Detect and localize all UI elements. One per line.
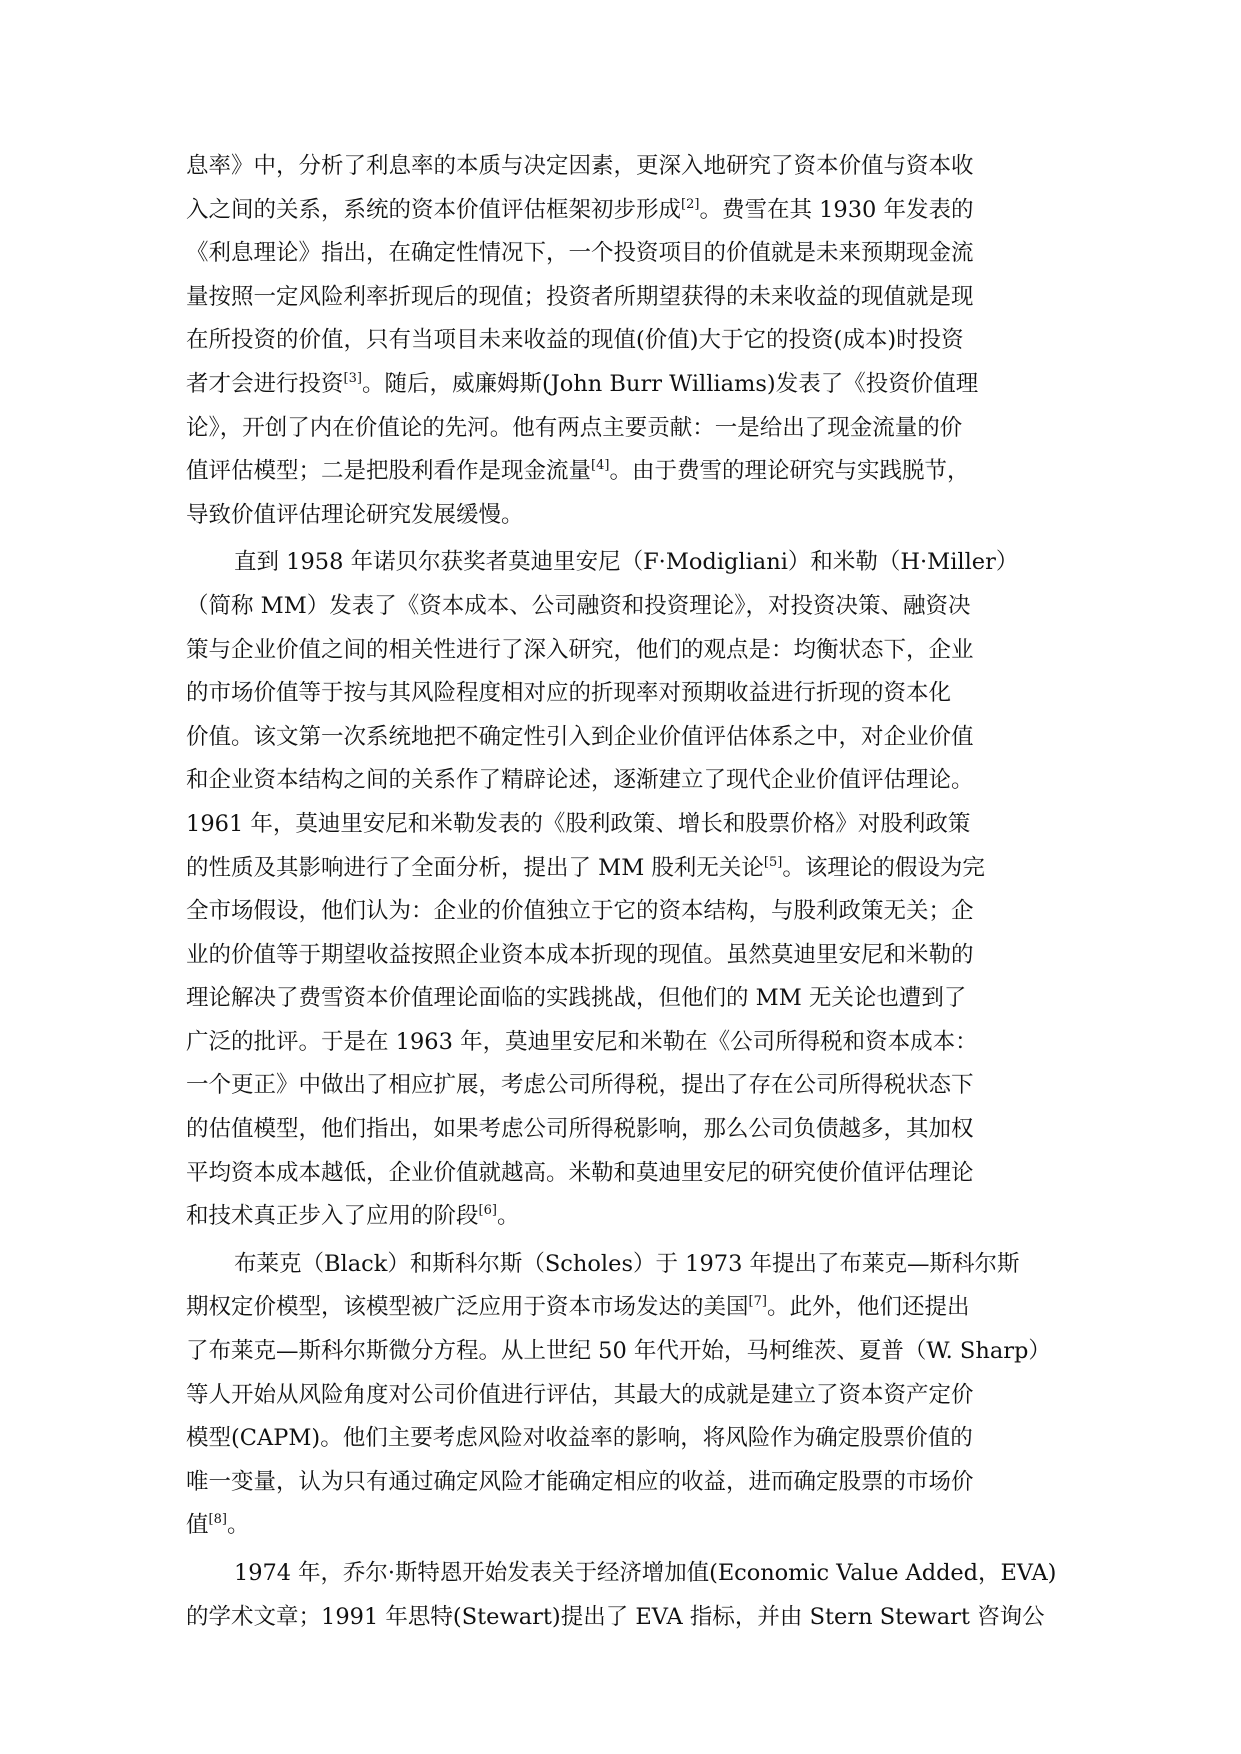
line-text-continued: 。此外，他们还提出: [766, 1294, 970, 1321]
text-line: [186, 803, 1056, 847]
text-line: [186, 189, 1056, 233]
text-line: [186, 1243, 1056, 1287]
line-text-continued: 。: [226, 1512, 250, 1539]
line-text: 值: [186, 1512, 209, 1539]
citation-reference: [4]: [591, 458, 610, 474]
line-text: 平均资本成本越低，企业价值就越高。米勒和莫迪里安尼的研究使价值评估理论: [186, 1159, 974, 1186]
line-text-continued: 。该理论的假设为完: [782, 854, 985, 881]
line-text: 期权定价模型，该模型被广泛应用于资本市场发达的美国: [186, 1294, 749, 1321]
text-line: [186, 890, 1056, 934]
line-text: 的性质及其影响进行了全面分析，提出了 MM 股利无关论: [186, 854, 764, 881]
line-text: 模型(CAPM)。他们主要考虑风险对收益率的影响，将风险作为确定股票价值的: [186, 1425, 973, 1452]
text-line: [186, 1417, 1056, 1461]
line-text: 价值。该文第一次系统地把不确定性引入到企业价值评估体系之中，对企业价值: [186, 723, 974, 750]
text-line: [186, 407, 1056, 451]
line-text: 论》，开创了内在价值论的先河。他有两点主要贡献：一是给出了现金流量的价: [186, 414, 963, 441]
line-text: 入之间的关系，系统的资本价值评估框架初步形成: [186, 196, 682, 223]
line-text: 1974 年，乔尔·斯特恩开始发表关于经济增加值(Economic Value Added，EVA): [234, 1560, 1057, 1586]
text-line: [186, 1286, 1056, 1330]
line-text-continued: 。: [496, 1203, 520, 1230]
line-text: 和技术真正步入了应用的阶段: [186, 1203, 479, 1230]
text-line: [186, 450, 1056, 494]
text-line: [186, 1108, 1056, 1152]
body-text: [186, 145, 1056, 1639]
text-line: [186, 1152, 1056, 1196]
text-line: [186, 541, 1056, 585]
text-line: [186, 716, 1056, 760]
line-text: 导致价值评估理论研究发展缓慢。: [186, 501, 524, 528]
line-text: 广泛的批评。于是在 1963 年，莫迪里安尼和米勒在《公司所得税和资本成本：: [186, 1028, 978, 1055]
line-text: 策与企业价值之间的相关性进行了深入研究，他们的观点是：均衡状态下，企业: [186, 636, 974, 663]
line-text: 布莱克（Black）和斯科尔斯（Scholes）于 1973 年提出了布莱克—斯科尔斯: [234, 1250, 1020, 1277]
text-line: [186, 1374, 1056, 1418]
line-text-continued: 。费雪在其 1930 年发表的: [699, 196, 974, 223]
text-line: [186, 977, 1056, 1021]
citation-reference: [5]: [763, 854, 783, 870]
line-text: 和企业资本结构之间的关系作了精辟论述，逐渐建立了现代企业价值评估理论。: [186, 767, 974, 794]
text-line: [186, 319, 1056, 363]
text-line: [186, 1064, 1056, 1108]
text-line: [186, 276, 1056, 320]
line-text: 唯一变量，认为只有通过确定风险才能确定相应的收益，进而确定股票的市场价: [186, 1468, 974, 1495]
text-line: [186, 1021, 1056, 1065]
text-line: [186, 145, 1056, 189]
line-text: 业的价值等于期望收益按照企业资本成本折现的现值。虽然莫迪里安尼和米勒的: [186, 941, 974, 968]
text-line: [186, 494, 1056, 538]
line-text: 值评估模型；二是把股利看作是现金流量: [186, 458, 592, 485]
text-line: [186, 1504, 1056, 1548]
citation-reference: [6]: [478, 1203, 497, 1219]
line-text: 的市场价值等于按与其风险程度相对应的折现率对预期收益进行折现的资本化: [186, 680, 952, 707]
citation-reference: [3]: [343, 370, 362, 386]
text-line: [186, 363, 1056, 407]
line-text: 等人开始从风险角度对公司价值进行评估，其最大的成就是建立了资本资产定价: [186, 1381, 974, 1408]
text-line: [186, 1461, 1056, 1505]
text-line: [186, 759, 1056, 803]
text-line: [186, 1596, 1056, 1640]
text-line: [186, 934, 1056, 978]
text-line: [186, 672, 1056, 716]
text-line: [186, 232, 1056, 276]
text-line: [186, 1552, 1056, 1596]
line-text-continued: 。由于费雪的理论研究与实践脱节，: [609, 458, 970, 485]
line-text: 直到 1958 年诺贝尔获奖者莫迪里安尼（F·Modigliani）和米勒（H·Miller）: [234, 549, 1019, 576]
line-text: 1961 年，莫迪里安尼和米勒发表的《股利政策、增长和股票价格》对股利政策: [186, 810, 971, 837]
line-text: 量按照一定风险利率折现后的现值；投资者所期望获得的未来收益的现值就是现: [186, 283, 974, 310]
text-line: [186, 1195, 1056, 1239]
line-text: 者才会进行投资: [186, 370, 344, 397]
citation-reference: [2]: [681, 196, 700, 212]
line-text: （简称 MM）发表了《资本成本、公司融资和投资理论》，对投资决策、融资决: [186, 592, 971, 619]
line-text: 一个更正》中做出了相应扩展，考虑公司所得税，提出了存在公司所得税状态下: [186, 1072, 974, 1099]
line-text: 的估值模型，他们指出，如果考虑公司所得税影响，那么公司负债越多，其加权: [186, 1116, 974, 1143]
text-line: [186, 585, 1056, 629]
citation-reference: [8]: [208, 1512, 227, 1528]
line-text: 息率》中，分析了利息率的本质与决定因素，更深入地研究了资本价值与资本收: [186, 153, 974, 179]
line-text: 了布莱克—斯科尔斯微分方程。从上世纪 50 年代开始，马柯维茨、夏普（W. Sharp）: [186, 1338, 1051, 1365]
text-line: [186, 629, 1056, 673]
line-text: 理论解决了费雪资本价值理论面临的实践挑战，但他们的 MM 无关论也遭到了: [186, 985, 967, 1012]
text-line: [186, 847, 1056, 891]
citation-reference: [7]: [748, 1294, 767, 1310]
line-text: 在所投资的价值，只有当项目未来收益的现值(价值)大于它的投资(成本)时投资: [186, 327, 964, 354]
line-text-continued: 。随后，威廉姆斯(John Burr Williams)发表了《投资价值理: [361, 370, 979, 397]
line-text: 全市场假设，他们认为：企业的价值独立于它的资本结构，与股利政策无关；企: [186, 898, 974, 925]
line-text: 的学术文章；1991 年思特(Stewart)提出了 EVA 指标，并由 Stern Stewart 咨询公: [186, 1603, 1045, 1630]
text-line: [186, 1330, 1056, 1374]
line-text: 《利息理论》指出，在确定性情况下，一个投资项目的价值就是未来预期现金流: [186, 240, 974, 267]
